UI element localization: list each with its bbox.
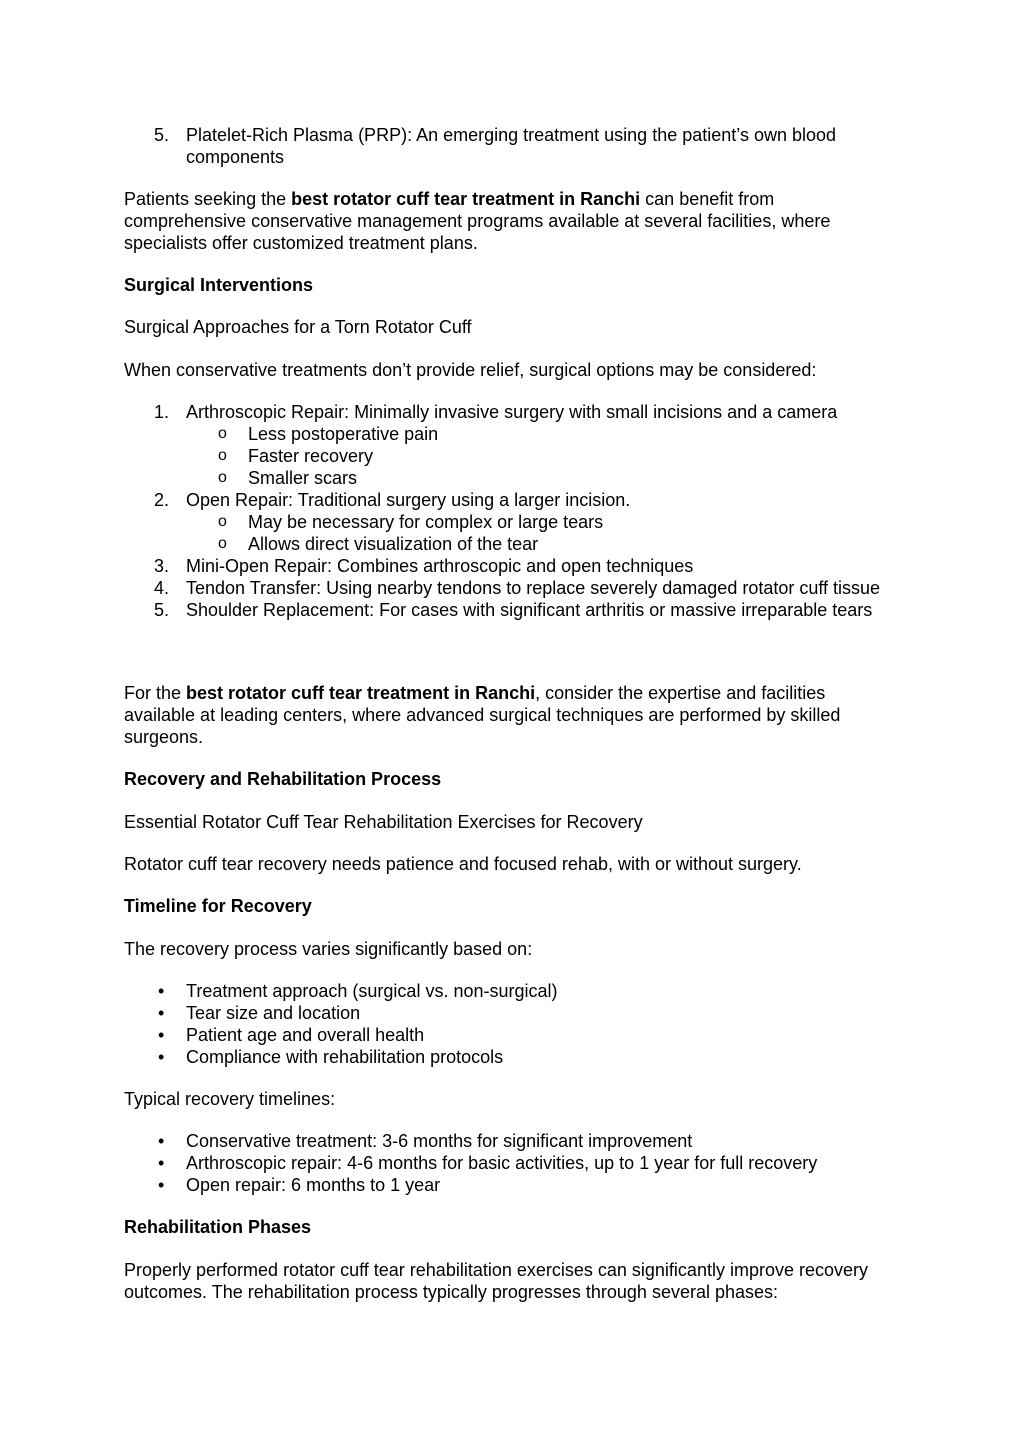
list-item: [124, 555, 884, 577]
recovery-intro: [124, 853, 884, 875]
bullet-icon: •: [158, 1175, 165, 1195]
circle-bullet-icon: o: [218, 425, 227, 442]
bullet-icon: •: [158, 981, 165, 1001]
sub-list-item: [124, 467, 884, 489]
list-number: 5.: [154, 125, 170, 145]
heading-rehab-phases: Rehabilitation Phases: [124, 1217, 312, 1237]
surgical-list: [124, 401, 884, 621]
paragraph-text: can benefit from comprehensive conservative management programs available at several facilities, where specialists offer customized treatment plans.: [124, 189, 831, 253]
top-list: [124, 124, 884, 168]
bullet-text: Patient age and overall health: [186, 1025, 425, 1045]
keyword-link-text: best rotator cuff tear treatment in Ranchi: [291, 189, 641, 209]
section-subheading: [124, 316, 884, 338]
list-item-text: Platelet-Rich Plasma (PRP): An emerging treatment using the patient’s own blood components: [186, 125, 837, 167]
bullet-item: [124, 1152, 884, 1174]
bullet-item: [124, 1174, 884, 1196]
subheading-surgical-approaches: Surgical Approaches for a Torn Rotator Cuff: [124, 317, 472, 337]
paragraph-text: Rotator cuff tear recovery needs patience and focused rehab, with or without surgery.: [124, 854, 802, 874]
paragraph-text: When conservative treatments don’t provide relief, surgical options may be considered:: [124, 360, 817, 380]
phases-intro: [124, 1259, 884, 1303]
paragraph-text: The recovery process varies significantly based on:: [124, 939, 533, 959]
heading-recovery: Recovery and Rehabilitation Process: [124, 769, 442, 789]
paragraph-text: Typical recovery timelines:: [124, 1089, 336, 1109]
subheading-rehab-exercises: Essential Rotator Cuff Tear Rehabilitation Exercises for Recovery: [124, 812, 643, 832]
heading-surgical-interventions: Surgical Interventions: [124, 275, 314, 295]
surgical-intro: [124, 359, 884, 381]
paragraph-text: For the: [124, 683, 187, 703]
heading-timeline: Timeline for Recovery: [124, 896, 312, 916]
list-item: [124, 489, 884, 511]
section-heading: [124, 274, 884, 296]
list-item-text: Tendon Transfer: Using nearby tendons to replace severely damaged rotator cuff tissue: [186, 578, 881, 598]
bullet-text: Conservative treatment: 3-6 months for significant improvement: [186, 1131, 693, 1151]
surgical-paragraph: [124, 682, 884, 748]
conservative-paragraph: [124, 188, 884, 254]
sub-list-item: [124, 533, 884, 555]
section-heading: [124, 895, 884, 917]
section-subheading: [124, 811, 884, 833]
bullet-text: Tear size and location: [186, 1003, 361, 1023]
circle-bullet-icon: o: [218, 535, 227, 552]
list-number: 1.: [154, 402, 170, 422]
list-number: 3.: [154, 556, 170, 576]
list-item-text: Open Repair: Traditional surgery using a larger incision.: [186, 490, 631, 510]
sub-item-text: Less postoperative pain: [248, 424, 439, 444]
list-item-text: Shoulder Replacement: For cases with significant arthritis or massive irreparable tears: [186, 600, 873, 620]
bullet-text: Treatment approach (surgical vs. non-surgical): [186, 981, 558, 1001]
bullet-icon: •: [158, 1003, 165, 1023]
list-item: [124, 124, 884, 168]
factors-list: [124, 980, 884, 1068]
typical-label: [124, 1088, 884, 1110]
bullet-icon: •: [158, 1153, 165, 1173]
bullet-icon: •: [158, 1047, 165, 1067]
sub-item-text: Smaller scars: [248, 468, 358, 488]
bullet-text: Compliance with rehabilitation protocols: [186, 1047, 504, 1067]
list-item: [124, 599, 884, 621]
circle-bullet-icon: o: [218, 469, 227, 486]
bullet-item: [124, 980, 884, 1002]
sub-list-item: [124, 511, 884, 533]
bullet-text: Arthroscopic repair: 4-6 months for basic activities, up to 1 year for full recovery: [186, 1153, 818, 1173]
list-item: [124, 401, 884, 423]
list-number: 4.: [154, 578, 170, 598]
paragraph-text: Properly performed rotator cuff tear rehabilitation exercises can significantly improve recovery outcomes. The rehabilitation process typically progresses through several phases:: [124, 1260, 868, 1302]
bullet-item: [124, 1002, 884, 1024]
bullet-text: Open repair: 6 months to 1 year: [186, 1175, 441, 1195]
timeline-intro: [124, 938, 884, 960]
section-heading: [124, 1216, 884, 1238]
keyword-link-text: best rotator cuff tear treatment in Ranchi: [186, 683, 536, 703]
list-number: 5.: [154, 600, 170, 620]
sub-list-item: [124, 423, 884, 445]
sub-item-text: May be necessary for complex or large tears: [248, 512, 604, 532]
paragraph-text: Patients seeking the: [124, 189, 292, 209]
sub-item-text: Allows direct visualization of the tear: [248, 534, 539, 554]
sub-list-item: [124, 445, 884, 467]
circle-bullet-icon: o: [218, 447, 227, 464]
circle-bullet-icon: o: [218, 513, 227, 530]
typical-list: [124, 1130, 884, 1196]
paragraph-text: , consider the expertise and facilities available at leading centers, where advanced surgical techniques are performed by skilled surgeons.: [124, 683, 841, 747]
sub-item-text: Faster recovery: [248, 446, 374, 466]
list-item-text: Mini-Open Repair: Combines arthroscopic and open techniques: [186, 556, 694, 576]
bullet-icon: •: [158, 1131, 165, 1151]
bullet-item: [124, 1046, 884, 1068]
bullet-item: [124, 1130, 884, 1152]
list-number: 2.: [154, 490, 170, 510]
bullet-item: [124, 1024, 884, 1046]
list-item-text: Arthroscopic Repair: Minimally invasive surgery with small incisions and a camera: [186, 402, 838, 422]
section-heading: [124, 768, 884, 790]
list-item: [124, 577, 884, 599]
bullet-icon: •: [158, 1025, 165, 1045]
